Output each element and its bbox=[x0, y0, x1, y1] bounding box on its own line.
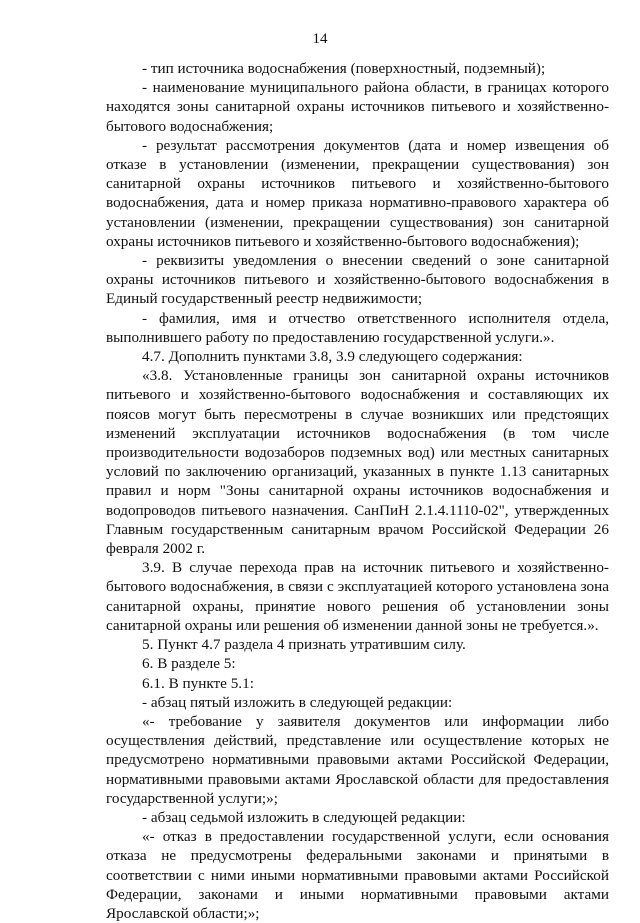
paragraph-item-3-8: «3.8. Установленные границы зон санитарной охраны источников питьевого и хозяйственно-бытового водоснабжения и составляющих их поясов могут быть пересмотрены в случае возникших или предстоящих изменений эксплуатации источников водоснабжения (в том числе производительности водозаборов подземных вод) или местных санитарных условий по заключению организаций, указанных в пункте 1.13 санитарных правил и норм "Зоны санитарной охраны источников водоснабжения и водопроводов питьевого назначения. СанПиН 2.1.4.1110-02", утвержденных Главным государственным санитарным врачом Российской Федерации 26 февраля 2002 г. bbox=[106, 367, 609, 558]
paragraph-fifth-clause-text: «- требование у заявителя документов или информации либо осуществления действий, представление или осуществление которых не предусмотрено нормативными правовыми актами Российской Федерации, нормативными правовыми актами Ярославской области для предоставления государственной услуги;»; bbox=[106, 712, 609, 807]
paragraph-municipal-district: - наименование муниципального района области, в границах которого находятся зоны санитарной охраны источников питьевого и хозяйственно-бытового водоснабжения; bbox=[106, 79, 609, 135]
paragraph-fifth-clause-intro: - абзац пятый изложить в следующей редакции: bbox=[142, 693, 453, 711]
paragraph-item-4-7: 4.7. Дополнить пунктами 3.8, 3.9 следующего содержания: bbox=[142, 348, 523, 366]
document-body bbox=[106, 59, 609, 923]
page-number: 14 bbox=[312, 31, 328, 47]
paragraph-notification-details: - реквизиты уведомления о внесении сведений о зоне санитарной охраны источников питьевого и хозяйственно-бытового водоснабжения в Единый государственный реестр недвижимости; bbox=[106, 252, 609, 308]
paragraph-review-result: - результат рассмотрения документов (дата и номер извещения об отказе в установлении (изменении, прекращении существования) зон санитарной охраны источников питьевого и хозяйственно-бытового водоснабжения, дата и номер приказа нормативно-правового характера об установлении (изменении, прекращении существования) зон санитарной охраны источников питьевого и хозяйственно-бытового водоснабжения); bbox=[106, 136, 609, 250]
paragraph-seventh-clause-text: «- отказ в предоставлении государственной услуги, если основания отказа не предусмотрены федеральными законами и принятыми в соответствии с ними иными нормативными правовыми актами Российской Федерации, законами и иными нормативными правовыми актами Ярославской области;»; bbox=[106, 828, 609, 922]
paragraph-item-3-9: 3.9. В случае перехода прав на источник питьевого и хозяйственно-бытового водоснабжения, в связи с эксплуатацией которого установлена зона санитарной охраны, принятие нового решения об установлении зоны санитарной охраны или решения об изменении данной зоны не требуется.». bbox=[106, 559, 609, 634]
paragraph-item-6-1: 6.1. В пункте 5.1: bbox=[142, 674, 254, 692]
paragraph-seventh-clause-intro: - абзац седьмой изложить в следующей редакции: bbox=[142, 808, 466, 826]
paragraph-item-6: 6. В разделе 5: bbox=[142, 655, 236, 673]
paragraph-item-5: 5. Пункт 4.7 раздела 4 признать утратившим силу. bbox=[142, 636, 466, 654]
paragraph-source-type: - тип источника водоснабжения (поверхностный, подземный); bbox=[142, 60, 546, 77]
paragraph-responsible-executor: - фамилия, имя и отчество ответственного исполнителя отдела, выполнившего работу по предоставлению государственной услуги.». bbox=[106, 309, 609, 346]
